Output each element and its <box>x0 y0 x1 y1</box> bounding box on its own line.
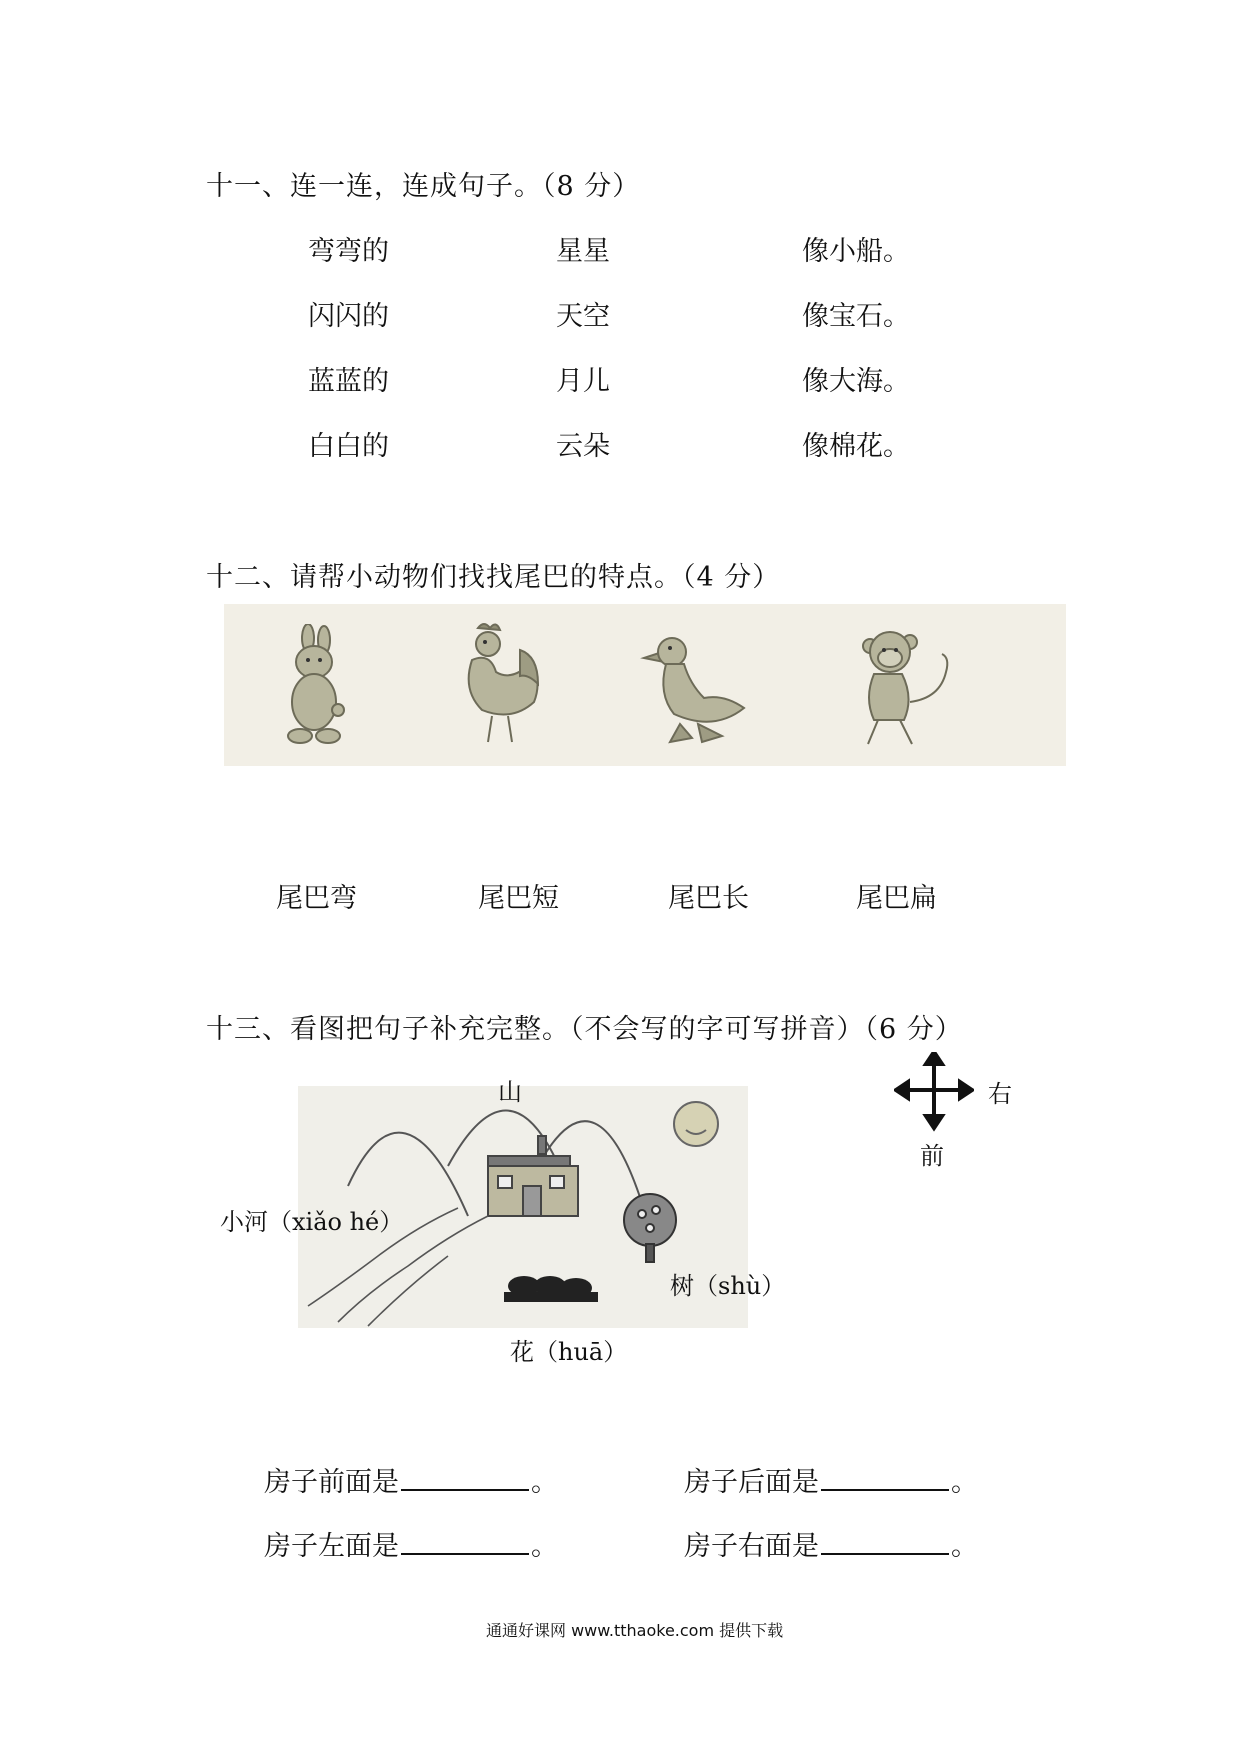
q11-col2-item[interactable]: 天空 <box>556 301 610 332</box>
tail-option[interactable]: 尾巴短 <box>478 883 559 914</box>
q11-col1-item[interactable]: 闪闪的 <box>308 301 389 332</box>
q12-title: 十二、请帮小动物们找找尾巴的特点。（4 分） <box>206 562 781 593</box>
answer-blank[interactable] <box>401 1463 529 1491</box>
duck-icon <box>640 628 750 752</box>
compass-arrows-icon <box>894 1052 974 1132</box>
tail-option[interactable]: 尾巴扁 <box>856 883 937 914</box>
q11-col3-item[interactable]: 像棉花。 <box>802 431 910 462</box>
tree-icon <box>624 1194 676 1262</box>
sentence-prefix: 房子前面是 <box>264 1467 399 1498</box>
compass-right-label: 右 <box>988 1080 1012 1108</box>
tail-option[interactable]: 尾巴长 <box>668 883 749 914</box>
sentence-front <box>264 1460 558 1499</box>
q11-title: 十一、连一连，连成句子。（8 分） <box>206 171 641 202</box>
q11-col1-item[interactable]: 蓝蓝的 <box>308 366 389 397</box>
q13-title: 十三、看图把句子补充完整。（不会写的字可写拼音）（6 分） <box>206 1014 963 1045</box>
sun-icon <box>674 1102 718 1146</box>
sentence-suffix: 。 <box>951 1531 978 1562</box>
answer-blank[interactable] <box>821 1463 949 1491</box>
q11-col2-item[interactable]: 云朵 <box>556 431 610 462</box>
house-icon <box>488 1136 578 1216</box>
q11-col1-item[interactable]: 弯弯的 <box>308 236 389 267</box>
river-label: 小河（xiǎo hé） <box>220 1208 404 1236</box>
tree-label: 树（shù） <box>670 1272 786 1300</box>
sentence-left <box>264 1524 558 1563</box>
sentence-suffix: 。 <box>951 1467 978 1498</box>
rabbit-icon <box>274 624 354 752</box>
sentence-right <box>684 1524 978 1563</box>
answer-blank[interactable] <box>401 1527 529 1555</box>
sentence-back <box>684 1460 978 1499</box>
flower-label: 花（huā） <box>510 1338 628 1366</box>
q11-col1-item[interactable]: 白白的 <box>308 431 389 462</box>
q11-col2-item[interactable]: 月儿 <box>556 366 610 397</box>
q11-col3-item[interactable]: 像宝石。 <box>802 301 910 332</box>
answer-blank[interactable] <box>821 1527 949 1555</box>
compass-front-label: 前 <box>920 1142 944 1170</box>
sentence-prefix: 房子右面是 <box>684 1531 819 1562</box>
sentence-suffix: 。 <box>531 1467 558 1498</box>
flower-icon <box>504 1276 598 1302</box>
animal-picture-strip <box>224 604 1066 766</box>
q11-col3-item[interactable]: 像大海。 <box>802 366 910 397</box>
tail-option[interactable]: 尾巴弯 <box>276 883 357 914</box>
sentence-prefix: 房子后面是 <box>684 1467 819 1498</box>
footer-credit: 通通好课网 www.tthaoke.com 提供下载 <box>486 1621 784 1640</box>
mountain-label: 山 <box>498 1078 522 1106</box>
monkey-icon <box>848 622 958 752</box>
sentence-suffix: 。 <box>531 1531 558 1562</box>
rooster-icon <box>450 620 550 750</box>
q11-col3-item[interactable]: 像小船。 <box>802 236 910 267</box>
sentence-prefix: 房子左面是 <box>264 1531 399 1562</box>
q11-col2-item[interactable]: 星星 <box>556 236 610 267</box>
